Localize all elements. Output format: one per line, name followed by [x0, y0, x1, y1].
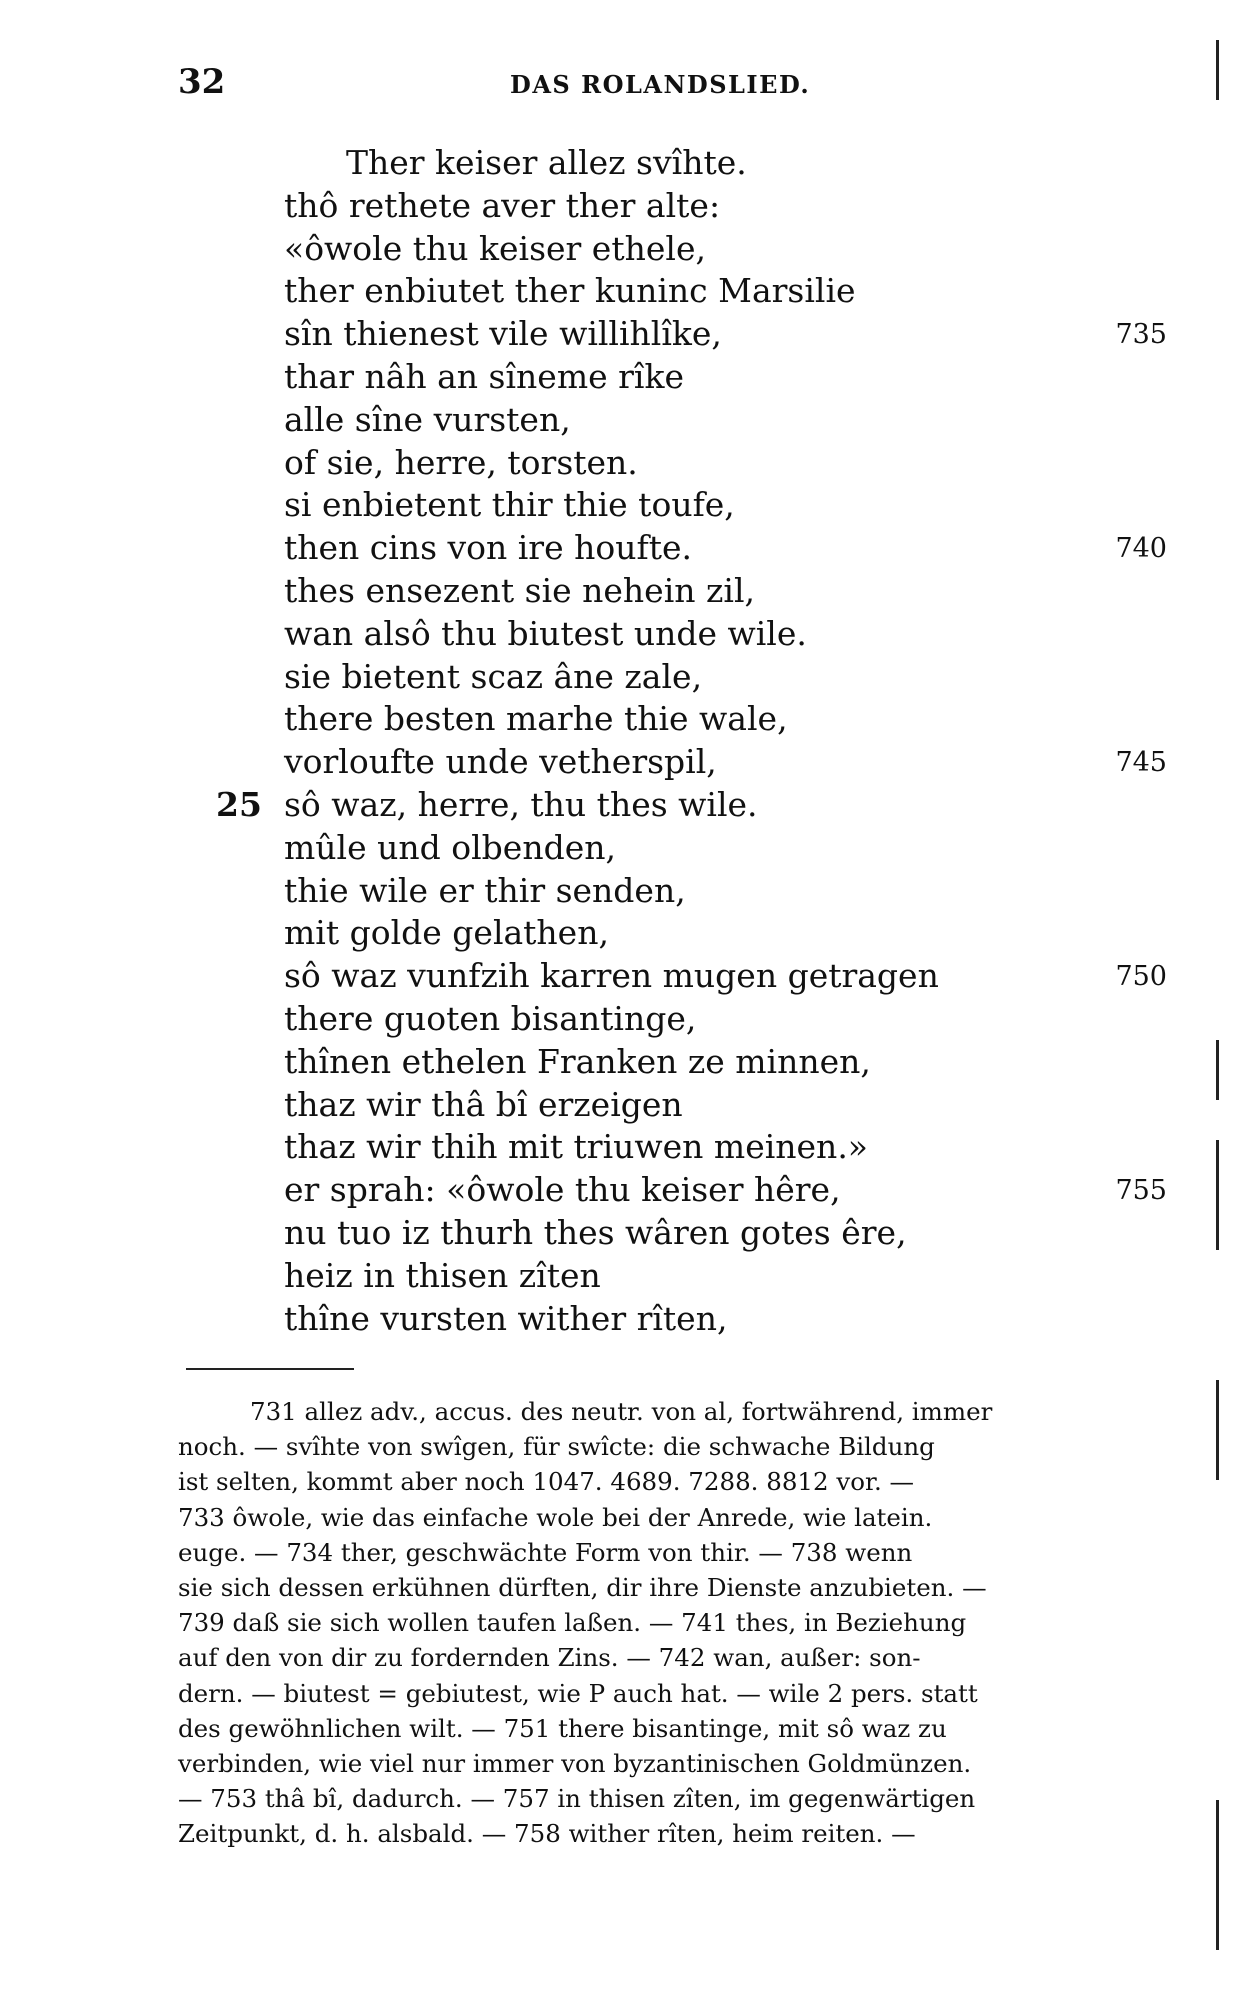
scan-edge-mark	[1216, 1040, 1219, 1100]
verse-text: er sprah: «ôwole thu keiser hêre,	[284, 1170, 841, 1210]
page-number: 32	[178, 62, 226, 102]
verse-text: nu tuo iz thurh thes wâren gotes êre,	[284, 1212, 907, 1252]
verse-text: wan alsô thu biutest unde wile.	[284, 613, 807, 653]
verse-line	[0, 1041, 1235, 1084]
scan-edge-mark	[1216, 1800, 1219, 1950]
running-title: DAS ROLANDSLIED.	[510, 70, 811, 99]
verse-text: mûle und olbenden,	[284, 827, 616, 867]
verse-text: thar nâh an sîneme rîke	[284, 356, 684, 396]
footnote-line: ist selten, kommt aber noch 1047. 4689. 7288. 8812 vor. —	[178, 1467, 915, 1497]
verse-text: alle sîne vursten,	[284, 399, 571, 439]
verse-text: of sie, herre, torsten.	[284, 442, 638, 482]
verse-line	[0, 484, 1235, 527]
verse-line	[0, 313, 1235, 356]
footnote-line: Zeitpunkt, d. h. alsbald. — 758 wither rîten, heim reiten. —	[178, 1819, 916, 1849]
verse-line	[0, 399, 1235, 442]
footnote-line: 739 daß sie sich wollen taufen laßen. — 741 thes, in Beziehung	[178, 1608, 967, 1638]
verse-text: si enbietent thir thie toufe,	[284, 485, 735, 525]
footnote-line: euge. — 734 ther, geschwächte Form von thir. — 738 wenn	[178, 1537, 913, 1567]
verse-text: «ôwole thu keiser ethele,	[284, 228, 706, 268]
verse-line	[0, 998, 1235, 1041]
verse-line	[0, 270, 1235, 313]
verse-text: there guoten bisantinge,	[284, 998, 697, 1038]
verse-line	[0, 442, 1235, 485]
verse-line	[0, 741, 1235, 784]
verse-text: sîn thienest vile willihlîke,	[284, 314, 722, 354]
verse-line	[0, 185, 1235, 228]
footnote-line: — 753 thâ bî, dadurch. — 757 in thisen zîten, im gegenwärtigen	[178, 1784, 976, 1814]
line-number: 750	[1115, 961, 1167, 993]
footnote-line: auf den von dir zu fordernden Zins. — 742 wan, außer: son-	[178, 1643, 921, 1673]
verse-line	[0, 228, 1235, 271]
verse-text: there besten marhe thie wale,	[284, 699, 788, 739]
footnote-line: des gewöhnlichen wilt. — 751 there bisantinge, mit sô waz zu	[178, 1713, 947, 1743]
verse-line	[0, 570, 1235, 613]
footnote-line: 733 ôwole, wie das einfache wole bei der Anrede, wie latein.	[178, 1502, 933, 1532]
verse-line	[0, 656, 1235, 699]
verse-text: Ther keiser allez svîhte.	[346, 143, 747, 182]
footnote-line: sie sich dessen erkühnen dürften, dir ihre Dienste anzubieten. —	[178, 1573, 987, 1603]
verse-text: sô waz vunfzih karren mugen getragen	[284, 956, 939, 996]
verse-text: thaz wir thih mit triuwen meinen.»	[284, 1127, 868, 1167]
footnotes	[178, 1394, 1162, 1852]
section-number: 25	[216, 784, 262, 824]
verse-line	[0, 613, 1235, 656]
footnote-line: 731 allez adv., accus. des neutr. von al, fortwährend, immer	[250, 1397, 993, 1426]
verse-text: sie bietent scaz âne zale,	[284, 656, 703, 696]
verse-line	[0, 142, 1235, 185]
verse-text: thô rethete aver ther alte:	[284, 185, 721, 225]
verse-line	[0, 1212, 1235, 1255]
verse-text: thînen ethelen Franken ze minnen,	[284, 1041, 871, 1081]
scan-edge-mark	[1216, 1140, 1219, 1250]
verse-line	[0, 1169, 1235, 1212]
verse-line	[0, 1126, 1235, 1169]
scan-edge-mark	[1216, 40, 1219, 100]
footnote-rule	[186, 1368, 354, 1370]
verse-line	[0, 1255, 1235, 1298]
verse-text: ther enbiutet ther kuninc Marsilie	[284, 271, 856, 311]
line-number: 755	[1115, 1175, 1167, 1207]
verse-block	[0, 142, 1235, 1340]
verse-text: mit golde gelathen,	[284, 913, 609, 953]
running-head	[0, 62, 1235, 102]
scan-edge-mark	[1216, 1380, 1219, 1480]
verse-text: thes ensezent sie nehein zil,	[284, 570, 755, 610]
verse-text: heiz in thisen zîten	[284, 1255, 601, 1295]
verse-text: thaz wir thâ bî erzeigen	[284, 1084, 683, 1124]
footnote-line: dern. — biutest = gebiutest, wie P auch hat. — wile 2 pers. statt	[178, 1678, 978, 1708]
footnote-line: verbinden, wie viel nur immer von byzantinischen Goldmünzen.	[178, 1749, 972, 1779]
verse-line	[0, 1298, 1235, 1341]
verse-line	[0, 912, 1235, 955]
verse-text: then cins von ire houfte.	[284, 528, 692, 568]
verse-line	[0, 955, 1235, 998]
verse-text: thie wile er thir senden,	[284, 870, 686, 910]
verse-line	[0, 698, 1235, 741]
verse-line	[0, 870, 1235, 913]
footnote-line: noch. — svîhte von swîgen, für swîcte: die schwache Bildung	[178, 1432, 935, 1462]
verse-text: vorloufte unde vetherspil,	[284, 742, 717, 782]
verse-text: sô waz, herre, thu thes wile.	[284, 784, 758, 824]
line-number: 745	[1115, 747, 1167, 779]
verse-line	[0, 1084, 1235, 1127]
verse-line	[0, 827, 1235, 870]
line-number: 740	[1115, 533, 1167, 565]
verse-line	[0, 527, 1235, 570]
line-number: 735	[1115, 319, 1167, 351]
verse-text: thîne vursten wither rîten,	[284, 1298, 728, 1338]
verse-line	[0, 784, 1235, 827]
verse-line	[0, 356, 1235, 399]
